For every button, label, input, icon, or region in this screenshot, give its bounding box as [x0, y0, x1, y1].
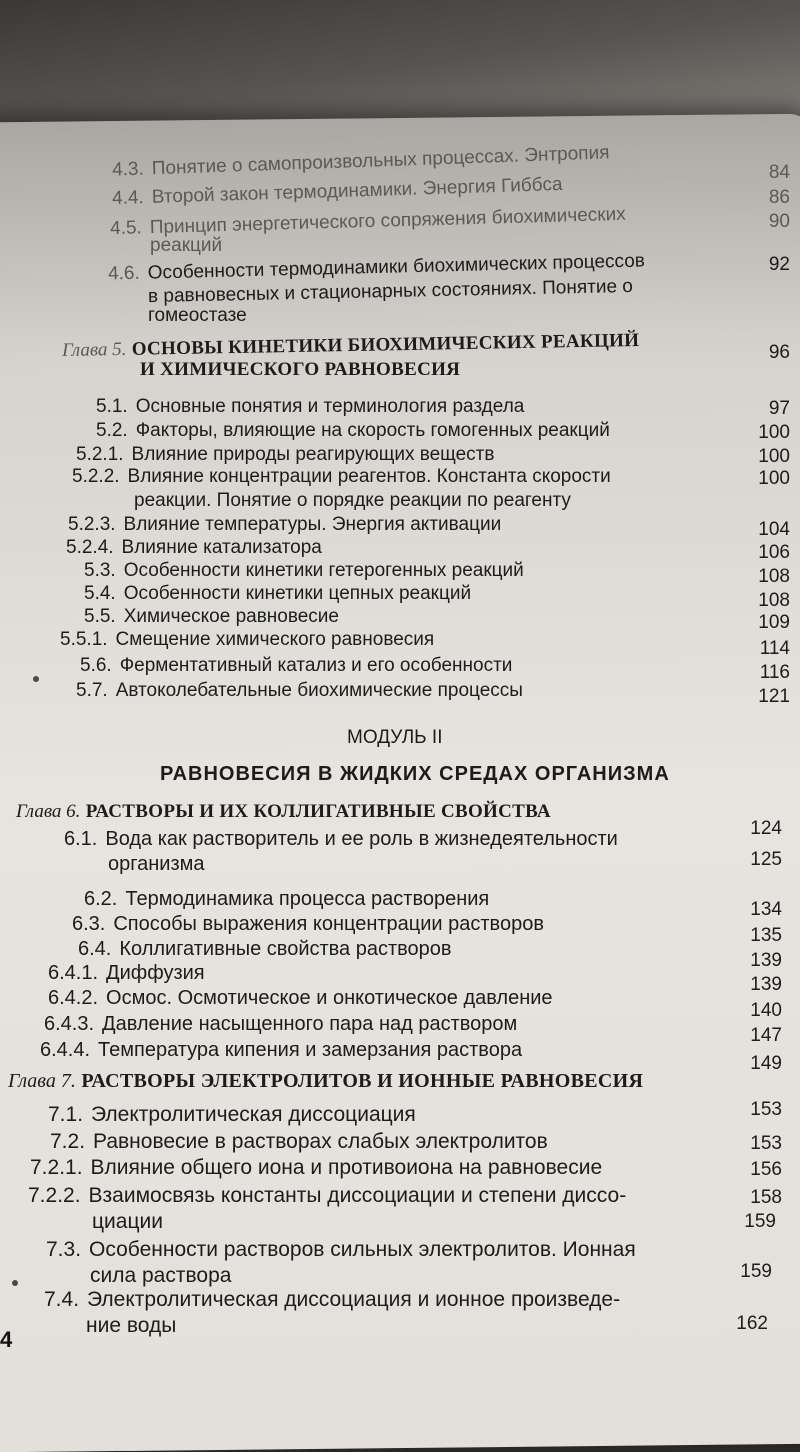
folio-number: 4	[0, 1327, 13, 1352]
section-title: Основные понятия и терминология раздела	[135, 396, 525, 417]
page-number: 116	[759, 662, 790, 683]
section-number: 5.2.	[96, 420, 128, 441]
section-title: Факторы, влияющие на скорость гомогенных реакций	[135, 420, 610, 441]
toc-entry	[50, 1130, 548, 1153]
module-label: МОДУЛЬ II	[347, 727, 443, 748]
section-title: Смещение химического равновесия	[115, 629, 435, 650]
section-title: реакций	[150, 235, 223, 256]
section-title: Влияние общего иона и противоиона на равновесие	[90, 1156, 603, 1179]
section-number: 5.5.1.	[60, 629, 108, 650]
section-number: 5.2.3.	[68, 514, 116, 535]
section-title: Взаимосвязь константы диссоциации и степени диссо-	[88, 1184, 627, 1207]
section-title: циации	[92, 1210, 163, 1233]
section-number: 4.3.	[111, 158, 145, 181]
page-number: 135	[750, 925, 782, 946]
toc-entry	[44, 1288, 620, 1311]
section-title: Влияние природы реагирующих веществ	[131, 444, 495, 465]
page-number: 139	[750, 974, 782, 995]
page-number: 97	[768, 398, 790, 419]
toc-entry-continuation	[134, 489, 571, 512]
page-number: 125	[750, 849, 782, 870]
section-title: в равновесных и стационарных состояниях. Понятие о	[147, 275, 634, 308]
section-title: Термодинамика процесса растворения	[125, 888, 490, 910]
chapter-title: ОСНОВЫ КИНЕТИКИ БИОХИМИЧЕСКИХ РЕАКЦИЙ	[131, 329, 640, 360]
toc-entry-continuation	[86, 1314, 176, 1337]
section-title: сила раствора	[90, 1264, 232, 1287]
toc-entry-continuation	[148, 304, 247, 327]
section-title: Осмос. Осмотическое и онкотическое давление	[106, 987, 553, 1009]
page-number: 139	[750, 950, 782, 971]
chapter-heading	[16, 800, 551, 824]
toc-entry	[66, 536, 322, 559]
section-title: Диффузия	[106, 962, 205, 984]
page-speck	[12, 1280, 18, 1286]
section-title: Равновесие в растворах слабых электролитов	[93, 1130, 548, 1153]
page-number: 153	[750, 1099, 782, 1120]
toc-entry	[96, 395, 524, 418]
section-number: 6.4.4.	[40, 1039, 91, 1061]
section-title: Понятие о самопроизвольных процессах. Энтропия	[151, 142, 610, 180]
page-number: 108	[758, 590, 790, 611]
chapter-heading-continuation	[140, 358, 460, 382]
section-number: 6.4.2.	[48, 987, 99, 1009]
section-title: реакции. Понятие о порядке реакции по реагенту	[134, 490, 571, 511]
section-number: 5.1.	[96, 396, 128, 417]
chapter-title: РАСТВОРЫ ЭЛЕКТРОЛИТОВ И ИОННЫЕ РАВНОВЕСИЯ	[81, 1070, 644, 1092]
section-title: Влияние концентрации реагентов. Константа скорости	[127, 466, 611, 487]
chapter-label: Глава 7.	[8, 1070, 76, 1092]
section-number: 5.2.4.	[66, 537, 114, 558]
toc-entry	[68, 513, 501, 536]
section-title: Температура кипения и замерзания раствора	[98, 1039, 523, 1061]
section-title: Способы выражения концентрации растворов	[113, 913, 544, 935]
section-number: 5.5.	[84, 606, 116, 627]
section-number: 5.7.	[76, 680, 108, 701]
toc-entry-continuation	[90, 1264, 231, 1287]
toc-entry	[96, 419, 610, 442]
section-title: ние воды	[86, 1314, 177, 1337]
page-number: 96	[768, 342, 790, 363]
page-number: 153	[750, 1133, 782, 1154]
page-number: 109	[758, 612, 790, 633]
section-title: Вода как растворитель и ее роль в жизнедеятельности	[105, 828, 618, 850]
toc-entry	[48, 962, 205, 985]
page-number: 100	[758, 446, 790, 467]
chapter-title: РАСТВОРЫ И ИХ КОЛЛИГАТИВНЫЕ СВОЙСТВА	[85, 801, 551, 822]
section-title: Особенности растворов сильных электролитов. Ионная	[89, 1238, 636, 1261]
page-number: 158	[750, 1187, 782, 1208]
section-number: 5.3.	[84, 560, 116, 581]
page-number: 114	[759, 638, 790, 659]
toc-entry-continuation	[150, 234, 222, 257]
section-number: 5.6.	[80, 655, 112, 676]
section-number: 7.4.	[44, 1288, 80, 1311]
toc-entry	[30, 1156, 602, 1179]
page-number: 159	[740, 1261, 772, 1282]
section-title: Влияние катализатора	[121, 537, 322, 558]
section-number: 7.2.2.	[28, 1184, 81, 1207]
section-number: 4.6.	[107, 262, 141, 285]
page-number: 124	[750, 818, 782, 839]
toc-entry	[40, 1039, 522, 1062]
section-title: Особенности кинетики гетерогенных реакций	[123, 560, 524, 581]
page-number: 90	[768, 211, 790, 232]
page-number: 134	[750, 899, 782, 920]
section-number: 6.2.	[84, 888, 118, 910]
page-number: 149	[750, 1053, 782, 1074]
toc-entry	[46, 1238, 636, 1261]
toc-entry	[84, 605, 339, 628]
toc-entry	[48, 987, 553, 1010]
chapter-label: Глава 6.	[16, 801, 81, 822]
section-title: Коллигативные свойства растворов	[119, 938, 452, 960]
page-number: 104	[758, 519, 790, 540]
section-title: Влияние температуры. Энергия активации	[123, 514, 502, 535]
toc-entry	[76, 679, 523, 702]
section-title: Принцип энергетического сопряжения биохимических	[149, 203, 626, 239]
section-number: 6.1.	[64, 828, 98, 850]
section-title: Особенности кинетики цепных реакций	[123, 583, 472, 604]
toc-entry	[28, 1184, 626, 1207]
section-number: 4.5.	[109, 217, 143, 240]
toc-entry	[78, 938, 452, 961]
section-title: Электролитическая диссоциация и ионное произведе-	[87, 1288, 621, 1311]
toc-entry	[80, 654, 512, 677]
chapter-title: И ХИМИЧЕСКОГО РАВНОВЕСИЯ	[140, 359, 461, 380]
page-number: 156	[750, 1159, 782, 1180]
page-number: 147	[750, 1025, 782, 1046]
section-title: организма	[108, 853, 205, 875]
section-title: Второй закон термодинамики. Энергия Гиббса	[151, 173, 563, 208]
section-number: 4.4.	[111, 187, 145, 210]
toc-entry	[60, 628, 434, 651]
toc-entry	[76, 443, 494, 466]
page-number: 106	[758, 542, 790, 563]
toc-entry	[72, 913, 544, 936]
section-title: Ферментативный катализ и его особенности	[119, 655, 513, 676]
chapter-label: Глава 5.	[61, 338, 127, 362]
section-number: 7.1.	[48, 1103, 84, 1126]
toc-entry	[64, 828, 618, 851]
section-title: Химическое равновесие	[123, 606, 339, 627]
page-number: 159	[744, 1211, 776, 1232]
page-number: 92	[768, 254, 790, 275]
page-number: 100	[758, 422, 790, 443]
section-number: 5.4.	[84, 583, 116, 604]
section-title: Особенности термодинамики биохимических процессов	[147, 250, 646, 284]
page-number: 84	[768, 162, 790, 183]
module-title: РАВНОВЕСИЯ В ЖИДКИХ СРЕДАХ ОРГАНИЗМА	[160, 763, 670, 785]
toc-entry-continuation	[92, 1210, 163, 1233]
chapter-heading	[8, 1069, 643, 1093]
section-title: Электролитическая диссоциация	[91, 1103, 416, 1126]
toc-entry	[48, 1103, 416, 1126]
page-number: 140	[750, 1000, 782, 1021]
page-number: 121	[758, 686, 790, 707]
toc-entry	[72, 465, 611, 488]
toc-entry	[84, 582, 471, 605]
section-number: 5.2.2.	[72, 466, 120, 487]
section-number: 6.3.	[72, 913, 106, 935]
toc-entry	[84, 888, 489, 911]
toc-entry	[84, 559, 524, 582]
section-number: 7.2.1.	[30, 1156, 83, 1179]
section-number: 6.4.1.	[48, 962, 99, 984]
section-number: 7.2.	[50, 1130, 86, 1153]
toc-entry-continuation	[108, 853, 204, 876]
section-title: Автоколебательные биохимические процессы	[115, 680, 523, 701]
section-number: 7.3.	[46, 1238, 82, 1261]
section-title: Давление насыщенного пара над раствором	[102, 1013, 518, 1035]
page-number: 86	[768, 187, 790, 208]
page-number: 108	[758, 566, 790, 587]
page-number: 100	[758, 468, 790, 489]
toc-entry	[44, 1013, 517, 1036]
section-number: 6.4.	[78, 938, 112, 960]
page-number: 162	[736, 1313, 768, 1334]
section-number: 6.4.3.	[44, 1013, 95, 1035]
section-number: 5.2.1.	[76, 444, 124, 465]
section-title: гомеостазе	[148, 305, 247, 326]
page-speck	[33, 676, 39, 682]
